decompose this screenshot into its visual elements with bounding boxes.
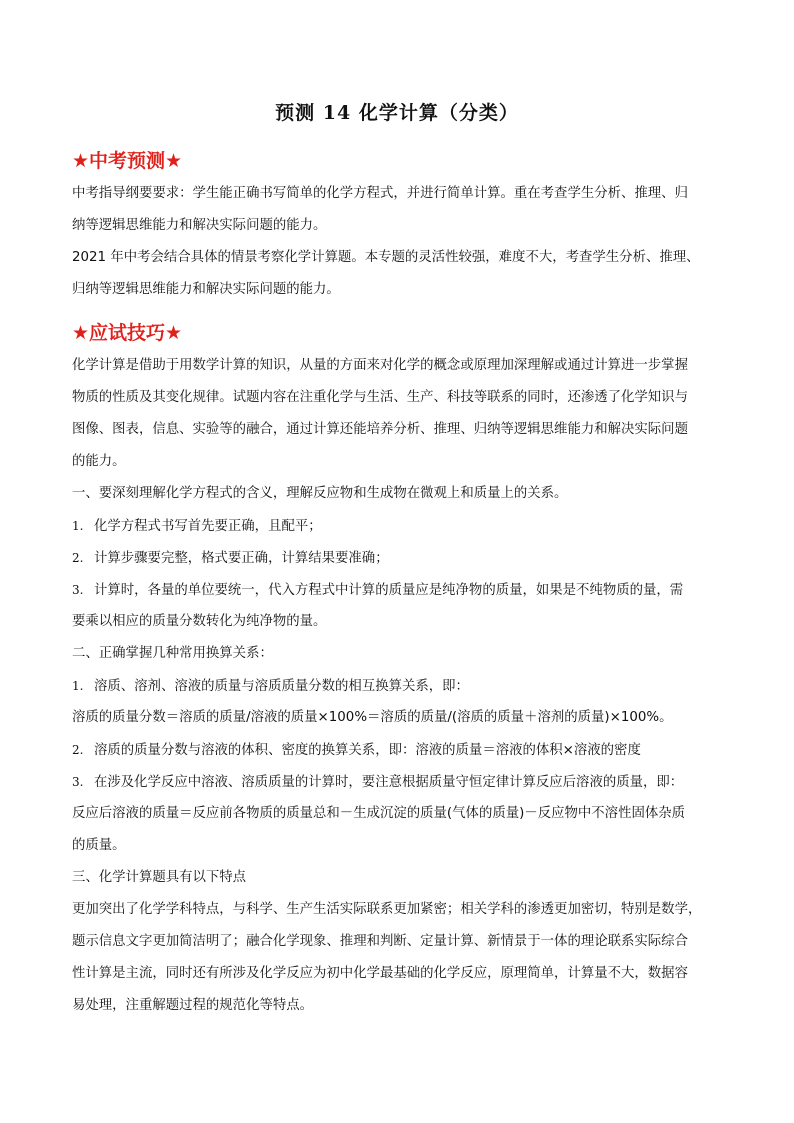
item-text: 计算时，各量的单位要统一，代入方程式中计算的质量应是纯净物的质量，如果是不纯物质的量，需 bbox=[94, 583, 684, 598]
item-text: 计算步骤要完整，格式要正确，计算结果要准确； bbox=[94, 551, 389, 566]
text-line: 图像、图表，信息、实验等的融合，通过计算还能培养分析、推理、归纳等逻辑思维能力和解决实际问题 bbox=[72, 422, 688, 437]
part2-item-2 bbox=[72, 734, 722, 767]
item-number: 3. bbox=[72, 775, 84, 789]
part2-item-3-continued: 的质量。 bbox=[72, 838, 126, 853]
document-title: 预测 14 化学计算（分类） bbox=[275, 102, 519, 124]
item-number: 2. bbox=[72, 743, 84, 757]
forecast-paragraph-2 bbox=[72, 242, 722, 306]
item-text: 溶质、溶剂、溶液的质量与溶质质量分数的相互换算关系，即： bbox=[94, 679, 469, 694]
part3-paragraph bbox=[72, 894, 722, 1022]
item-number: 3. bbox=[72, 583, 84, 597]
part2-item-3 bbox=[72, 766, 722, 799]
text-line: 化学计算是借助于用数学计算的知识，从量的方面来对化学的概念或原理加深理解或通过计算进一步掌握 bbox=[72, 358, 688, 373]
text-line: 性计算是主流，同时还有所涉及化学反应为初中化学最基础的化学反应，原理简单，计算量不大，数据容 bbox=[72, 966, 688, 981]
part2-item-3-continued: 反应后溶液的质量＝反应前各物质的质量总和－生成沉淀的质量(气体的质量)－反应物中不溶性固体杂质 bbox=[72, 806, 686, 821]
item-text: 化学方程式书写首先要正确，且配平； bbox=[94, 519, 322, 534]
part1-item-3 bbox=[72, 574, 722, 607]
forecast-paragraph-1 bbox=[72, 178, 722, 242]
part1-heading: 一、要深刻理解化学方程式的含义，理解反应物和生成物在微观上和质量上的关系。 bbox=[72, 486, 568, 501]
skills-heading: ★应试技巧★ bbox=[72, 322, 183, 344]
item-text: 溶质的质量分数与溶液的体积、密度的换算关系，即：溶液的质量＝溶液的体积×溶液的密度 bbox=[94, 743, 641, 758]
item-number: 1. bbox=[72, 679, 84, 693]
item-number: 2. bbox=[72, 551, 84, 565]
mass-fraction-formula: 溶质的质量分数＝溶质的质量/溶液的质量×100%＝溶质的质量/(溶质的质量＋溶剂的质量)×100%。 bbox=[72, 710, 673, 725]
text-line: 中考指导纲要要求：学生能正确书写简单的化学方程式，并进行简单计算。重在考查学生分析、推理、归 bbox=[72, 186, 688, 201]
text-line: 的能力。 bbox=[72, 454, 126, 469]
part2-heading: 二、正确掌握几种常用换算关系： bbox=[72, 646, 273, 661]
part1-item-1 bbox=[72, 510, 722, 543]
text-line: 题示信息文字更加简洁明了；融合化学现象、推理和判断、定量计算、新情景于一体的理论联系实际综合 bbox=[72, 934, 688, 949]
part1-item-3-continued: 要乘以相应的质量分数转化为纯净物的量。 bbox=[72, 614, 327, 629]
part3-heading: 三、化学计算题具有以下特点 bbox=[72, 870, 247, 885]
part1-item-2 bbox=[72, 542, 722, 575]
item-text: 在涉及化学反应中溶液、溶质质量的计算时，要注意根据质量守恒定律计算反应后溶液的质量，即： bbox=[94, 775, 684, 790]
part2-item-1 bbox=[72, 670, 722, 703]
forecast-heading: ★中考预测★ bbox=[72, 150, 183, 172]
text-line: 纳等逻辑思维能力和解决实际问题的能力。 bbox=[72, 218, 327, 233]
skills-intro-paragraph bbox=[72, 350, 722, 478]
item-number: 1. bbox=[72, 519, 84, 533]
text-line: 归纳等逻辑思维能力和解决实际问题的能力。 bbox=[72, 282, 340, 297]
text-line: 更加突出了化学学科特点，与科学、生产生活实际联系更加紧密；相关学科的渗透更加密切，特别是数学， bbox=[72, 902, 702, 917]
text-line: 物质的性质及其变化规律。试题内容在注重化学与生活、生产、科技等联系的同时，还渗透了化学知识与 bbox=[72, 390, 688, 405]
text-line: 易处理，注重解题过程的规范化等特点。 bbox=[72, 998, 314, 1013]
text-line: 2021 年中考会结合具体的情景考察化学计算题。本专题的灵活性较强，难度不大，考查学生分析、推理、 bbox=[72, 250, 700, 265]
